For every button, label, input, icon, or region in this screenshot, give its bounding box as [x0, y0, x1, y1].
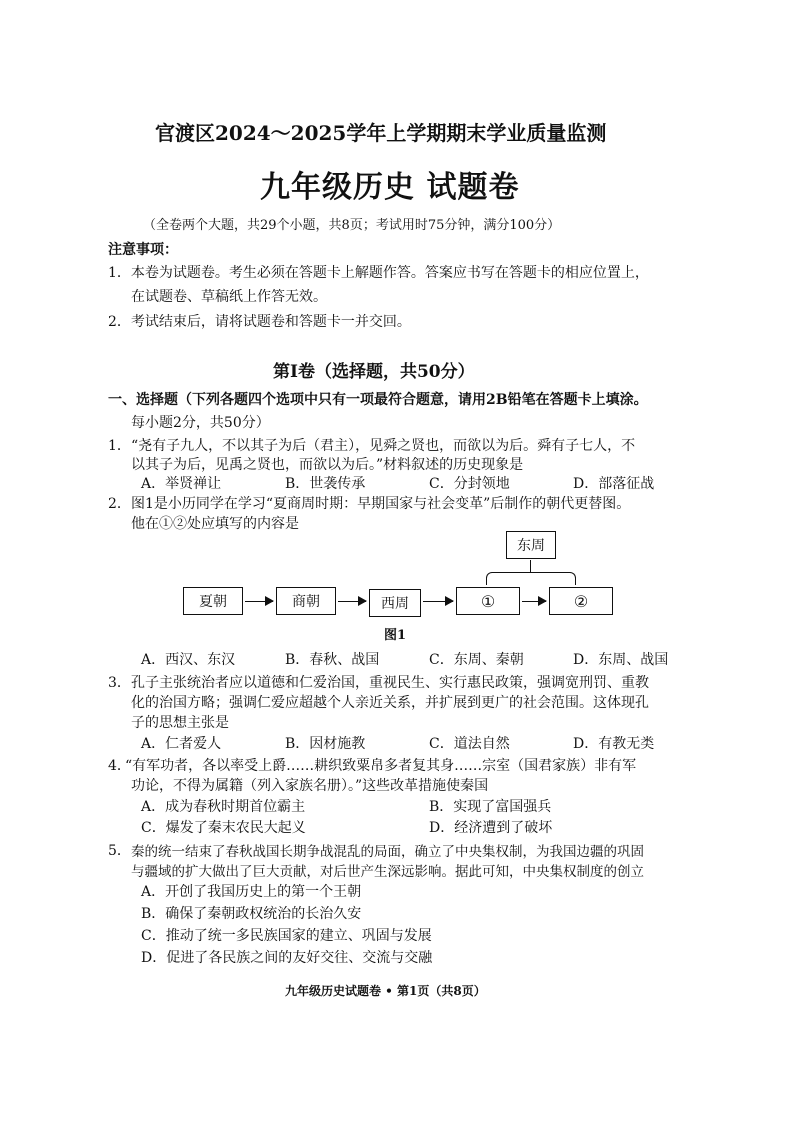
eastern-zhou-bracket	[486, 572, 576, 585]
option: C．道法自然	[429, 736, 510, 752]
dynasty-box-blank-1: ①	[456, 587, 520, 615]
option: B．实现了富国强兵	[429, 799, 552, 815]
notice-item: 2．考试结束后，请将试题卷和答题卡一并交回。	[108, 314, 411, 330]
option: B．春秋、战国	[285, 652, 380, 668]
option: C．东周、秦朝	[429, 652, 524, 668]
option: D．部落征战	[573, 476, 655, 492]
option: A．开创了我国历史上的第一个王朝	[141, 884, 362, 900]
dynasty-box-shang: 商朝	[276, 587, 336, 615]
option: D．有教无类	[573, 736, 655, 752]
exam-info: （全卷两个大题，共29个小题，共8页；考试用时75分钟，满分100分）	[143, 218, 561, 233]
option: A．仁者爱人	[141, 736, 222, 752]
section-instruction: 每小题2分，共50分）	[131, 415, 270, 431]
dynasty-box-xia: 夏朝	[183, 587, 243, 615]
question-text: 与疆域的扩大做出了巨大贡献，对后世产生深远影响。据此可知，中央集权制度的创立	[131, 864, 644, 880]
option: B．确保了秦朝政权统治的长治久安	[141, 906, 362, 922]
exam-title-line1: 官渡区2024～2025学年上学期期末学业质量监测	[155, 121, 607, 145]
arrow	[522, 601, 546, 602]
exam-title-line2: 九年级历史 试题卷	[260, 170, 520, 205]
option: D．促进了各民族之间的友好交往、交流与交融	[141, 950, 433, 966]
arrow	[338, 601, 366, 602]
dynasty-box-blank-2: ②	[549, 587, 613, 615]
section-title: 第Ⅰ卷（选择题，共50分）	[273, 362, 475, 382]
option: C．爆发了秦末农民大起义	[141, 820, 306, 836]
bracket-stem	[530, 560, 531, 572]
question-text: “尧有子九人，不以其子为后（君主），见舜之贤也，而欲以为后。舜有子七人，不	[131, 438, 636, 454]
section-instruction: 一、选择题（下列各题四个选项中只有一项最符合题意，请用2B铅笔在答题卡上填涂。	[108, 392, 648, 408]
option: C．分封领地	[429, 476, 510, 492]
option: B．世袭传承	[285, 476, 366, 492]
option: B．因材施教	[285, 736, 366, 752]
option: C．推动了统一多民族国家的建立、巩固与发展	[141, 928, 432, 944]
question-text: 子的思想主张是	[131, 715, 229, 731]
page-footer: 九年级历史试题卷 • 第1页（共8页）	[285, 984, 486, 998]
question-number: 3．	[108, 675, 131, 691]
notice-item: 在试题卷、草稿纸上作答无效。	[131, 289, 327, 305]
figure-caption: 图1	[384, 628, 407, 643]
question-text: 秦的统一结束了春秋战国长期争战混乱的局面，确立了中央集权制，为我国边疆的巩固	[131, 844, 644, 860]
question-text: 孔子主张统治者应以道德和仁爱治国，重视民生、实行惠民政策，强调宽刑罚、重教	[131, 675, 649, 691]
question-text: 他在①②处应填写的内容是	[131, 516, 299, 532]
option: D．东周、战国	[573, 652, 669, 668]
arrow	[245, 601, 273, 602]
arrow	[423, 601, 453, 602]
option: A．成为春秋时期首位霸主	[141, 799, 306, 815]
question-text: “有军功者，各以率受上爵……耕织致粟帛多者复其身……宗室（国君家族）非有军	[125, 758, 637, 774]
notice-item: 1．本卷为试题卷。考生必须在答题卡上解题作答。答案应书写在答题卡的相应位置上，	[108, 265, 649, 281]
question-number: 1．	[108, 438, 131, 454]
option: D．经济遭到了破坏	[429, 820, 553, 836]
question-text: 功论，不得为属籍（列入家族名册）。”这些改革措施使秦国	[131, 778, 489, 794]
question-number: 4．	[108, 758, 131, 774]
question-number: 2．	[108, 496, 131, 512]
dynasty-box-western-zhou: 西周	[369, 589, 421, 617]
dynasty-box-eastern-zhou: 东周	[506, 531, 556, 559]
question-text: 图1是小历同学在学习“夏商周时期：早期国家与社会变革”后制作的朝代更替图。	[131, 496, 631, 512]
notice-heading: 注意事项：	[108, 242, 178, 258]
question-text: 化的治国方略；强调仁爱应超越个人亲近关系，并扩展到更广的社会范围。这体现孔	[131, 695, 649, 711]
option: A．西汉、东汉	[141, 652, 236, 668]
question-text: 以其子为后，见禹之贤也，而欲以为后。”材料叙述的历史现象是	[131, 457, 524, 473]
question-number: 5．	[108, 843, 131, 859]
option: A．举贤禅让	[141, 476, 222, 492]
